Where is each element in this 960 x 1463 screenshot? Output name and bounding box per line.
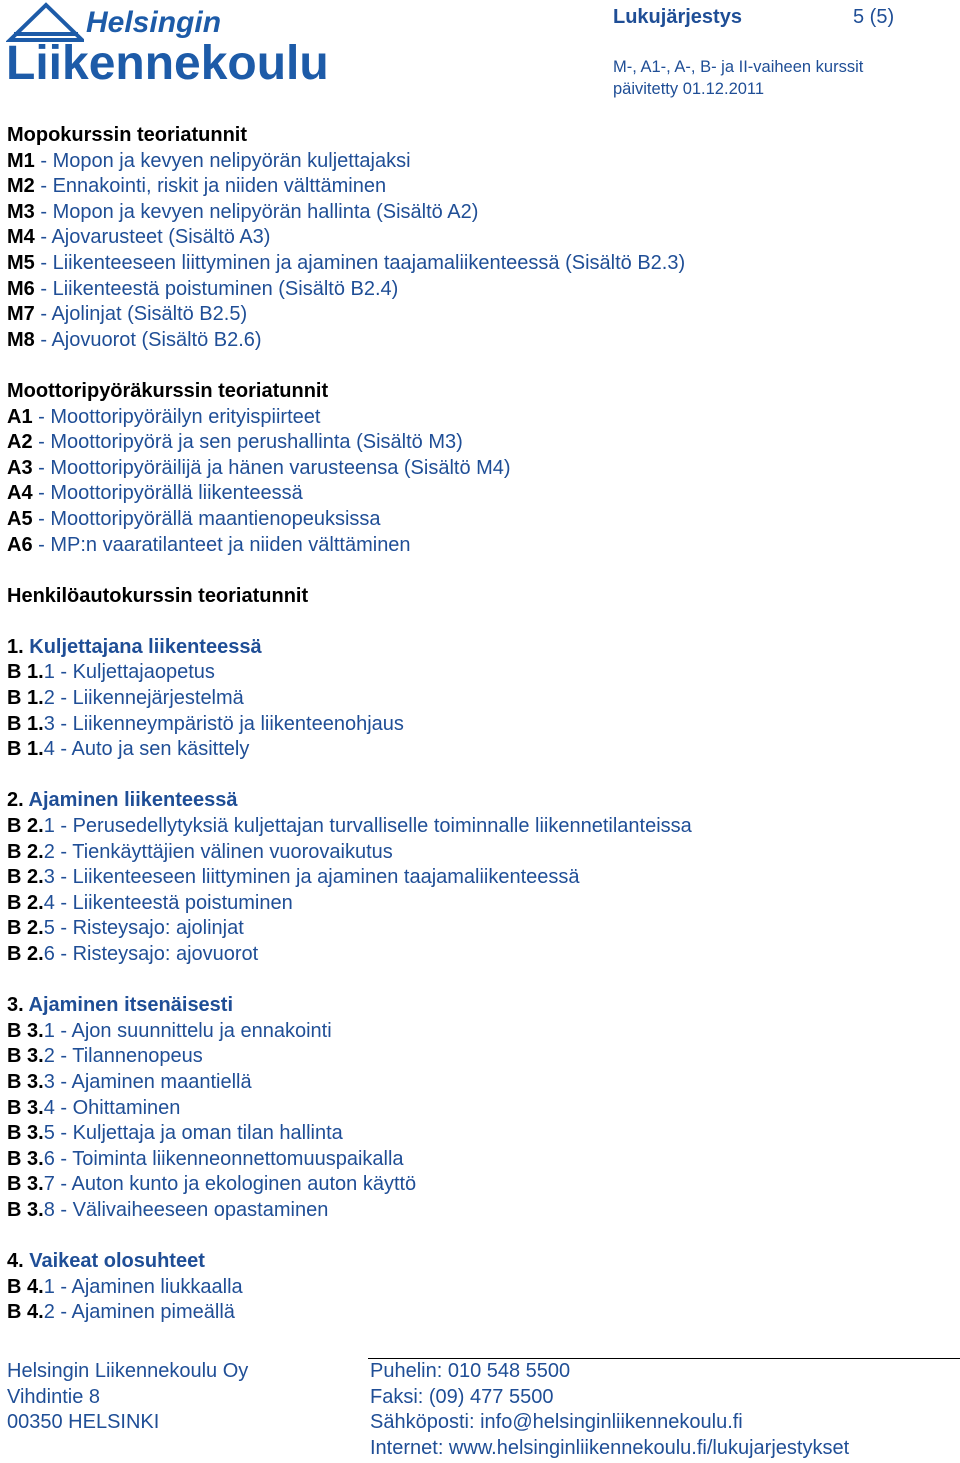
- lesson-code: B 2.: [7, 891, 44, 914]
- lesson-number: 3: [43, 1070, 55, 1093]
- lesson-text: - Ajovuorot (Sisältö B2.6): [34, 328, 262, 351]
- lesson-text: - Moottoripyörällä maantienopeuksissa: [32, 507, 381, 530]
- lesson-code: B 1.: [7, 738, 44, 761]
- lesson-number: 2: [43, 687, 55, 710]
- list-item: [7, 302, 947, 328]
- group-title: Ajaminen itsenäisesti: [23, 994, 234, 1017]
- lesson-code: A1: [7, 405, 33, 428]
- list-item: [7, 1275, 947, 1301]
- lesson-code: B 3.: [7, 1070, 44, 1093]
- lesson-text: - Liikenteestä poistuminen: [54, 891, 293, 914]
- lesson-code: B 4.: [7, 1301, 44, 1324]
- lesson-text: - Ajaminen pimeällä: [54, 1301, 235, 1324]
- lesson-code: M1: [7, 149, 35, 172]
- list-item: [7, 1096, 947, 1122]
- logo-text-top: Helsingin: [86, 6, 222, 39]
- lesson-text: - Liikenneympäristö ja liikenteenohjaus: [54, 712, 404, 735]
- group-heading: [7, 993, 947, 1019]
- lesson-text: - Auto ja sen käsittely: [54, 738, 250, 761]
- group-number: 2.: [7, 789, 24, 812]
- section-title-henkiloauto: Henkilöautokurssin teoriatunnit: [7, 584, 309, 607]
- list-item: [7, 660, 947, 686]
- lesson-text: - MP:n vaaratilanteet ja niiden välttäminen: [32, 533, 411, 556]
- lesson-code: B 3.: [7, 1173, 44, 1196]
- lesson-code: A6: [7, 533, 33, 556]
- lesson-code: B 3.: [7, 1096, 44, 1119]
- lesson-code: M4: [7, 226, 35, 249]
- lesson-number: 1: [43, 1019, 55, 1042]
- list-item: [7, 737, 947, 763]
- group-heading: [7, 635, 947, 661]
- lesson-code: B 1.: [7, 661, 44, 684]
- document-title: Lukujärjestys: [613, 6, 742, 28]
- lesson-code: B 2.: [7, 866, 44, 889]
- lesson-text: - Ajaminen liukkaalla: [54, 1275, 243, 1298]
- lesson-code: B 2.: [7, 917, 44, 940]
- list-item: [7, 277, 947, 303]
- lesson-text: - Liikenteeseen liittyminen ja ajaminen taajamaliikenteessä (Sisältö B2.3): [34, 251, 686, 274]
- lesson-number: 6: [43, 1147, 55, 1170]
- list-item: [7, 200, 947, 226]
- lesson-text: - Liikenteeseen liittyminen ja ajaminen taajamaliikenteessä: [54, 866, 580, 889]
- list-item: [7, 481, 947, 507]
- lesson-text: - Tienkäyttäjien välinen vuorovaikutus: [54, 840, 393, 863]
- lesson-text: - Toiminta liikenneonnettomuuspaikalla: [54, 1147, 404, 1170]
- list-item: [7, 174, 947, 200]
- lesson-text: - Välivaiheeseen opastaminen: [54, 1198, 329, 1221]
- lesson-code: B 3.: [7, 1122, 44, 1145]
- list-item: [7, 405, 947, 431]
- spacer: [7, 968, 947, 994]
- spacer: [7, 609, 947, 635]
- lesson-text: - Kuljettaja ja oman tilan hallinta: [54, 1122, 343, 1145]
- lesson-text: - Perusedellytyksiä kuljettajan turvalliselle toiminnalle liikennetilanteissa: [54, 815, 692, 838]
- list-item: [7, 456, 947, 482]
- lesson-number: 2: [43, 840, 55, 863]
- list-item: [7, 430, 947, 456]
- group-heading: [7, 1249, 947, 1275]
- group-heading: [7, 788, 947, 814]
- list-item: [7, 712, 947, 738]
- lesson-number: 2: [43, 1301, 55, 1324]
- lesson-number: 5: [43, 917, 55, 940]
- group-title: Kuljettajana liikenteessä: [23, 635, 262, 658]
- lesson-number: 8: [43, 1198, 55, 1221]
- lesson-number: 1: [43, 1275, 55, 1298]
- lesson-code: A2: [7, 431, 33, 454]
- group-title: Vaikeat olosuhteet: [23, 1250, 205, 1273]
- list-item: [7, 1198, 947, 1224]
- updated-date: päivitetty 01.12.2011: [613, 80, 765, 98]
- lesson-text: - Mopon ja kevyen nelipyörän hallinta (Sisältö A2): [34, 200, 479, 223]
- mopo-list: [7, 149, 947, 354]
- lesson-text: - Auton kunto ja ekologinen auton käyttö: [54, 1173, 417, 1196]
- lesson-text: - Moottoripyörällä liikenteessä: [32, 482, 303, 505]
- company-logo: [6, 2, 366, 92]
- lesson-text: - Liikennejärjestelmä: [54, 687, 244, 710]
- list-item: [7, 1147, 947, 1173]
- group-number: 3.: [7, 994, 24, 1017]
- list-item: [7, 251, 947, 277]
- list-item: [7, 814, 947, 840]
- list-item: [7, 1070, 947, 1096]
- lesson-code: M2: [7, 175, 35, 198]
- lesson-number: 2: [43, 1045, 55, 1068]
- lesson-number: 5: [43, 1122, 55, 1145]
- spacer: [7, 763, 947, 789]
- section-title-moottoripyora: Moottoripyöräkurssin teoriatunnit: [7, 379, 329, 402]
- lesson-code: M5: [7, 251, 35, 274]
- lesson-number: 7: [43, 1173, 55, 1196]
- lesson-code: B 2.: [7, 815, 44, 838]
- lesson-number: 1: [43, 815, 55, 838]
- list-item: [7, 225, 947, 251]
- list-item: [7, 149, 947, 175]
- list-item: [7, 1044, 947, 1070]
- lesson-code: B 2.: [7, 840, 44, 863]
- lesson-code: M6: [7, 277, 35, 300]
- section-title-mopo: Mopokurssin teoriatunnit: [7, 124, 247, 146]
- lesson-text: - Ajaminen maantiellä: [54, 1070, 252, 1093]
- lesson-text: - Risteysajo: ajolinjat: [54, 917, 244, 940]
- lesson-code: B 3.: [7, 1019, 44, 1042]
- list-item: [7, 1121, 947, 1147]
- lesson-text: - Tilannenopeus: [54, 1045, 203, 1068]
- lesson-text: - Moottoripyöräilyn erityispiirteet: [32, 405, 321, 428]
- lesson-code: A4: [7, 482, 33, 505]
- lesson-code: B 1.: [7, 687, 44, 710]
- lesson-text: - Ajon suunnittelu ja ennakointi: [54, 1019, 332, 1042]
- lesson-text: - Ennakointi, riskit ja niiden välttäminen: [34, 175, 387, 198]
- footer-email[interactable]: Sähköposti: info@helsinginliikennekoulu.fi: [370, 1411, 743, 1434]
- lesson-number: 6: [43, 943, 55, 965]
- footer-street: Vihdintie 8: [7, 1385, 101, 1408]
- group-number: 1.: [7, 635, 24, 658]
- lesson-code: B 3.: [7, 1147, 44, 1170]
- lesson-number: 1: [43, 661, 55, 684]
- lesson-code: M3: [7, 200, 35, 223]
- list-item: [7, 942, 947, 968]
- lesson-text: - Risteysajo: ajovuorot: [54, 943, 259, 965]
- list-item: [7, 1300, 947, 1326]
- footer-company: Helsingin Liikennekoulu Oy: [7, 1360, 249, 1382]
- course-scope: M-, A1-, A-, B- ja II-vaiheen kurssit: [613, 58, 864, 76]
- lesson-code: M8: [7, 328, 35, 351]
- list-item: [7, 533, 947, 559]
- lesson-text: - Ajovarusteet (Sisältö A3): [34, 226, 271, 249]
- header-subtitle: [613, 56, 863, 100]
- lesson-number: 3: [43, 712, 55, 735]
- henkiloauto-groups: [7, 609, 947, 1326]
- lesson-code: M7: [7, 303, 35, 326]
- lesson-number: 4: [43, 738, 55, 761]
- moottoripyora-list: [7, 405, 947, 559]
- list-item: [7, 328, 947, 354]
- footer-phone: Puhelin: 010 548 5500: [370, 1360, 571, 1382]
- lesson-number: 3: [43, 866, 55, 889]
- lesson-code: B 1.: [7, 712, 44, 735]
- list-item: [7, 507, 947, 533]
- group-title: Ajaminen liikenteessä: [23, 789, 238, 812]
- lesson-text: - Kuljettajaopetus: [54, 661, 215, 684]
- group-number: 4.: [7, 1250, 24, 1273]
- lesson-code: B 3.: [7, 1198, 44, 1221]
- footer-internet[interactable]: Internet: www.helsinginliikennekoulu.fi/lukujarjestykset: [370, 1436, 850, 1459]
- lesson-number: 4: [43, 1096, 55, 1119]
- list-item: [7, 916, 947, 942]
- list-item: [7, 1172, 947, 1198]
- lesson-code: A5: [7, 507, 33, 530]
- logo-text-bottom: Liikennekoulu: [6, 37, 329, 90]
- lesson-code: B 2.: [7, 943, 44, 965]
- lesson-text: - Ohittaminen: [54, 1096, 181, 1119]
- spacer: [7, 1224, 947, 1250]
- course-content: [7, 123, 947, 1326]
- list-item: [7, 686, 947, 712]
- lesson-code: B 3.: [7, 1045, 44, 1068]
- lesson-number: 4: [43, 891, 55, 914]
- lesson-text: - Moottoripyöräilijä ja hänen varusteensa (Sisältö M4): [32, 456, 511, 479]
- lesson-text: - Moottoripyörä ja sen perushallinta (Sisältö M3): [32, 431, 463, 454]
- lesson-code: A3: [7, 456, 33, 479]
- footer-fax: Faksi: (09) 477 5500: [370, 1385, 554, 1408]
- lesson-text: - Liikenteestä poistuminen (Sisältö B2.4): [34, 277, 399, 300]
- list-item: [7, 840, 947, 866]
- lesson-text: - Mopon ja kevyen nelipyörän kuljettajaksi: [34, 149, 411, 172]
- footer-city: 00350 HELSINKI: [7, 1411, 160, 1434]
- footer-address: [7, 1359, 248, 1436]
- list-item: [7, 865, 947, 891]
- footer-contact: [370, 1359, 849, 1461]
- lesson-code: B 4.: [7, 1275, 44, 1298]
- list-item: [7, 891, 947, 917]
- page-number: 5 (5): [853, 6, 895, 28]
- lesson-text: - Ajolinjat (Sisältö B2.5): [34, 303, 248, 326]
- list-item: [7, 1019, 947, 1045]
